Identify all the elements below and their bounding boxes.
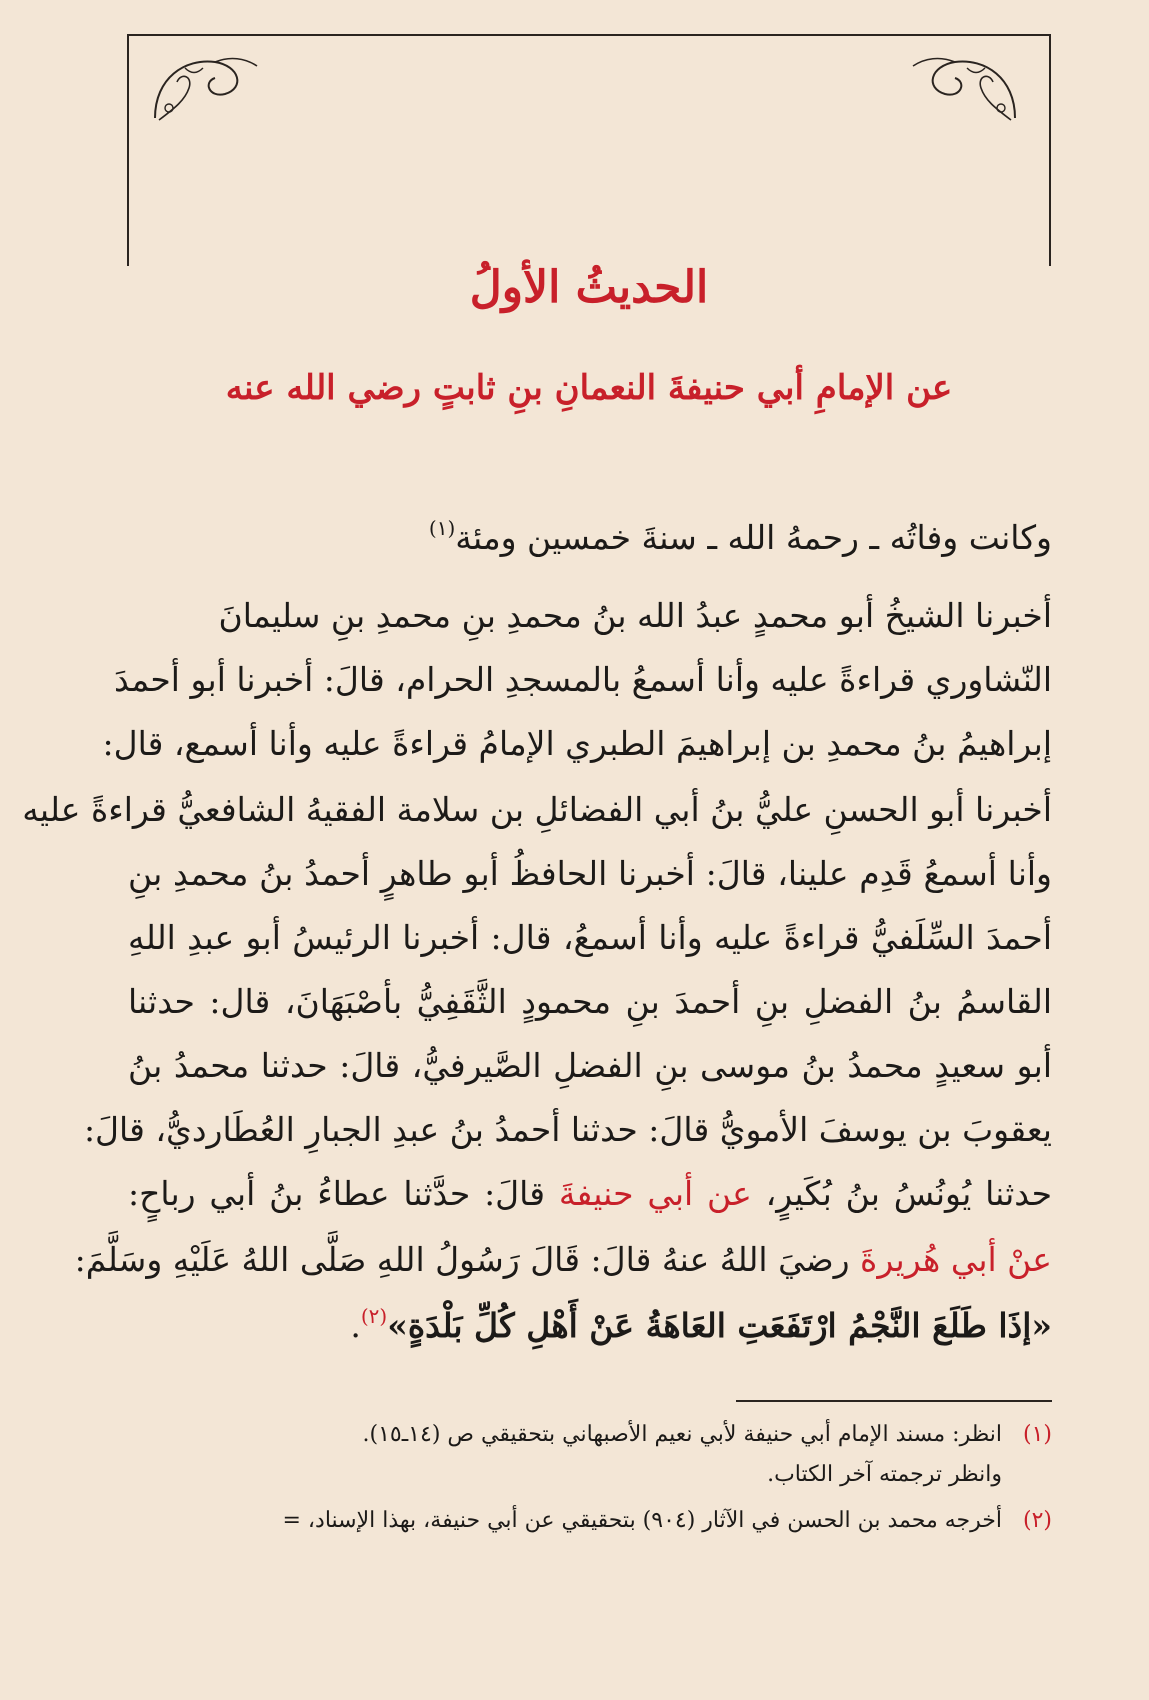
- page-title: الحديثُ الأولُ: [469, 262, 709, 313]
- text-line-10-a: حدثنا يُونُسُ بنُ بُكَيرٍ،: [751, 1174, 1052, 1213]
- footnote-1-text: انظر: مسند الإمام أبي حنيفة لأبي نعيم الأصبهاني بتحقيقي ص (١٤ـ١٥).: [362, 1422, 1002, 1447]
- footnote-1-line-2: وانظر ترجمته آخر الكتاب.: [767, 1462, 1002, 1487]
- text-line-2: النّشاوري قراءةً عليه وأنا أسمعُ بالمسجدِ الحرام، قالَ: أخبرنا أبو أحمدَ: [114, 660, 1052, 699]
- footnote-2-line-1: [283, 1508, 1053, 1533]
- text-line-9: يعقوبَ بن يوسفَ الأمويُّ قالَ: حدثنا أحمدُ بنُ عبدِ الجبارِ العُطَارديُّ، قالَ:: [83, 1110, 1052, 1149]
- hadith-line: [128, 1304, 1052, 1345]
- text-line-1: أخبرنا الشيخُ أبو محمدٍ عبدُ الله بنُ محمدِ بنِ محمدِ بنِ سليمانَ: [218, 596, 1052, 635]
- footnote-2-number: (٢): [1022, 1508, 1052, 1533]
- text-line-3: إبراهيمُ بنُ محمدِ بن إبراهيمَ الطبري الإمامُ قراءةً عليه وأنا أسمع، قال:: [102, 724, 1052, 763]
- footnote-ref-1[interactable]: (١): [428, 516, 456, 540]
- text-line-8: أبو سعيدٍ محمدُ بنُ موسى بنِ الفضلِ الصَّيرفيُّ، قالَ: حدثنا محمدُ بنُ: [128, 1046, 1052, 1085]
- text-line-11-b: رضيَ اللهُ عنهُ قالَ: قَالَ رَسُولُ اللهِ صَلَّى اللهُ عَلَيْهِ وسَلَّمَ:: [74, 1240, 861, 1279]
- footnote-separator: [736, 1400, 1052, 1402]
- text-line-7: القاسمُ بنُ الفضلِ بنِ أحمدَ بنِ محمودٍ الثَّقَفِيُّ بأصْبَهَانَ، قال: حدثنا: [128, 982, 1052, 1021]
- narrator-highlight-abu-hanifa: عن أبي حنيفةَ: [558, 1174, 752, 1213]
- intro-line: [128, 516, 1052, 557]
- narrator-highlight-abu-hurayra: عنْ أبي هُريرةَ: [860, 1240, 1052, 1279]
- page-subtitle: عن الإمامِ أبي حنيفةَ النعمانِ بنِ ثابتٍ رضي الله عنه: [225, 368, 953, 408]
- text-line-5: وأنا أسمعُ قَدِم علينا، قالَ: أخبرنا الحافظُ أبو طاهرٍ أحمدُ بنُ محمدِ بنِ: [128, 854, 1052, 893]
- footnote-1-line-1: [363, 1422, 1053, 1447]
- footnote-ref-2[interactable]: (٢): [360, 1304, 388, 1328]
- text-line-4: أخبرنا أبو الحسنِ عليُّ بنُ أبي الفضائلِ بن سلامة الفقيهُ الشافعيُّ قراءةً عليه: [22, 790, 1052, 829]
- corner-ornament-right-icon: [905, 48, 1025, 128]
- intro-text: وكانت وفاتُه ـ رحمهُ الله ـ سنةَ خمسين ومئة: [455, 518, 1052, 557]
- hadith-end: .: [350, 1306, 361, 1345]
- corner-ornament-left-icon: [145, 48, 265, 128]
- hadith-text: «إذَا طَلَعَ النَّجْمُ ارْتَفَعَتِ العَاهَةُ عَنْ أَهْلِ كُلِّ بَلْدَةٍ»: [387, 1306, 1052, 1345]
- text-line-10-b: قالَ: حدَّثنا عطاءُ بنُ أبي رباحٍ:: [128, 1174, 559, 1213]
- text-line-11: [74, 1240, 1052, 1279]
- footnote-2-text: أخرجه محمد بن الحسن في الآثار (٩٠٤) بتحقيقي عن أبي حنيفة، بهذا الإسناد، =: [282, 1508, 1002, 1533]
- text-line-6: أحمدَ السِّلَفيُّ قراءةً عليه وأنا أسمعُ، قال: أخبرنا الرئيسُ أبو عبدِ اللهِ: [128, 918, 1052, 957]
- text-line-10: [128, 1174, 1052, 1213]
- footnote-1-number: (١): [1022, 1422, 1052, 1447]
